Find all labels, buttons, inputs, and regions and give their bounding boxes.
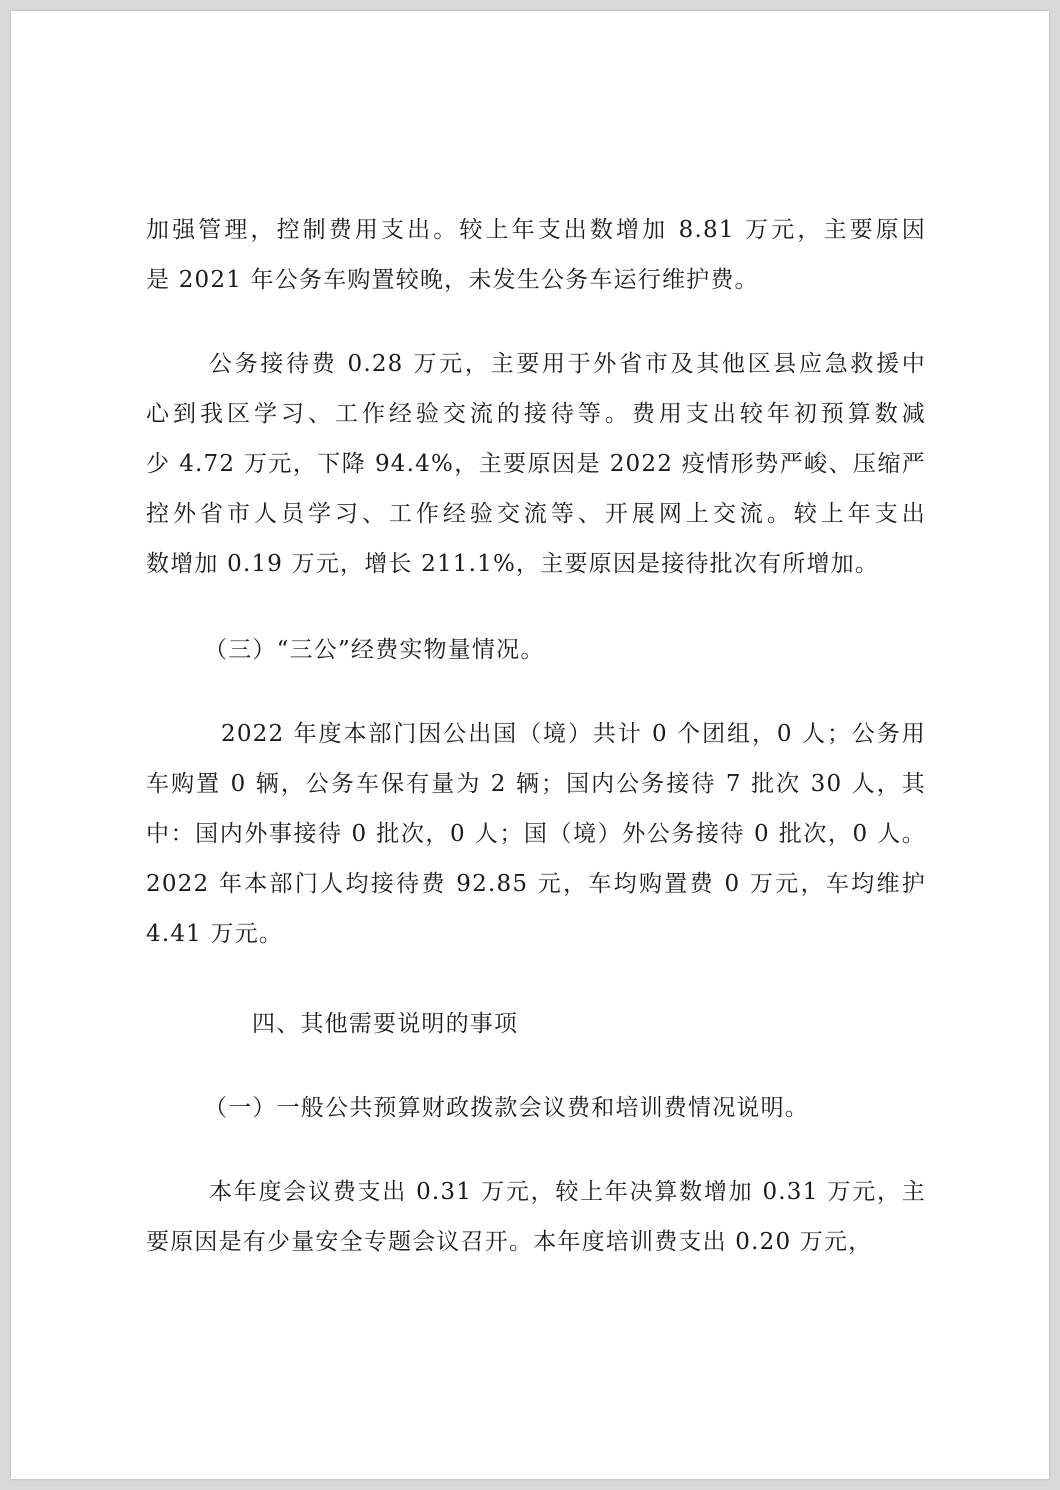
section-heading-other-items [146,999,926,1049]
text-line: 本年度会议费支出 0.31 万元，较上年决算数增加 0.31 万元，主 [209,1179,926,1205]
text-line: 数增加 0.19 万元，增长 211.1%，主要原因是接待批次有所增加。 [146,551,880,577]
text-line: 4.41 万元。 [146,921,284,947]
document-page [11,11,1049,1479]
text-line: 公务接待费 0.28 万元，主要用于外省市及其他区县应急救援中 [209,351,926,377]
section-heading-physical-quantity [146,625,926,675]
text-line: 四、其他需要说明的事项 [252,1011,519,1037]
paragraph-reception-cost [146,339,926,589]
text-line: 2022 年本部门人均接待费 92.85 元，车均购置费 0 万元，车均维护 [146,871,926,897]
paragraph-physical-quantity [146,709,926,959]
paragraph-meeting-training-cost [146,1167,926,1267]
text-line: 中：国内外事接待 0 批次，0 人；国（境）外公务接待 0 批次，0 人。 [146,821,926,847]
text-line: 是 2021 年公务车购置较晚，未发生公务车运行维护费。 [146,267,759,293]
text-line: 心到我区学习、工作经验交流的接待等。费用支出较年初预算数减 [146,401,926,427]
text-line: 控外省市人员学习、工作经验交流等、开展网上交流。较上年支出 [146,501,926,527]
paragraph-vehicle-maintenance [146,205,926,305]
text-line: 要原因是有少量安全专题会议召开。本年度培训费支出 0.20 万元， [146,1229,873,1255]
text-line: 少 4.72 万元，下降 94.4%，主要原因是 2022 疫情形势严峻、压缩严 [146,451,926,477]
text-line: （三）“三公”经费实物量情况。 [204,637,545,663]
text-line: 车购置 0 辆，公务车保有量为 2 辆；国内公务接待 7 批次 30 人，其 [146,771,926,797]
text-line: （一）一般公共预算财政拨款会议费和培训费情况说明。 [204,1095,809,1121]
text-line: 2022 年度本部门因公出国（境）共计 0 个团组，0 人；公务用 [221,721,926,747]
text-line: 加强管理，控制费用支出。较上年支出数增加 8.81 万元，主要原因 [146,217,926,243]
section-heading-meeting-training [146,1083,926,1133]
